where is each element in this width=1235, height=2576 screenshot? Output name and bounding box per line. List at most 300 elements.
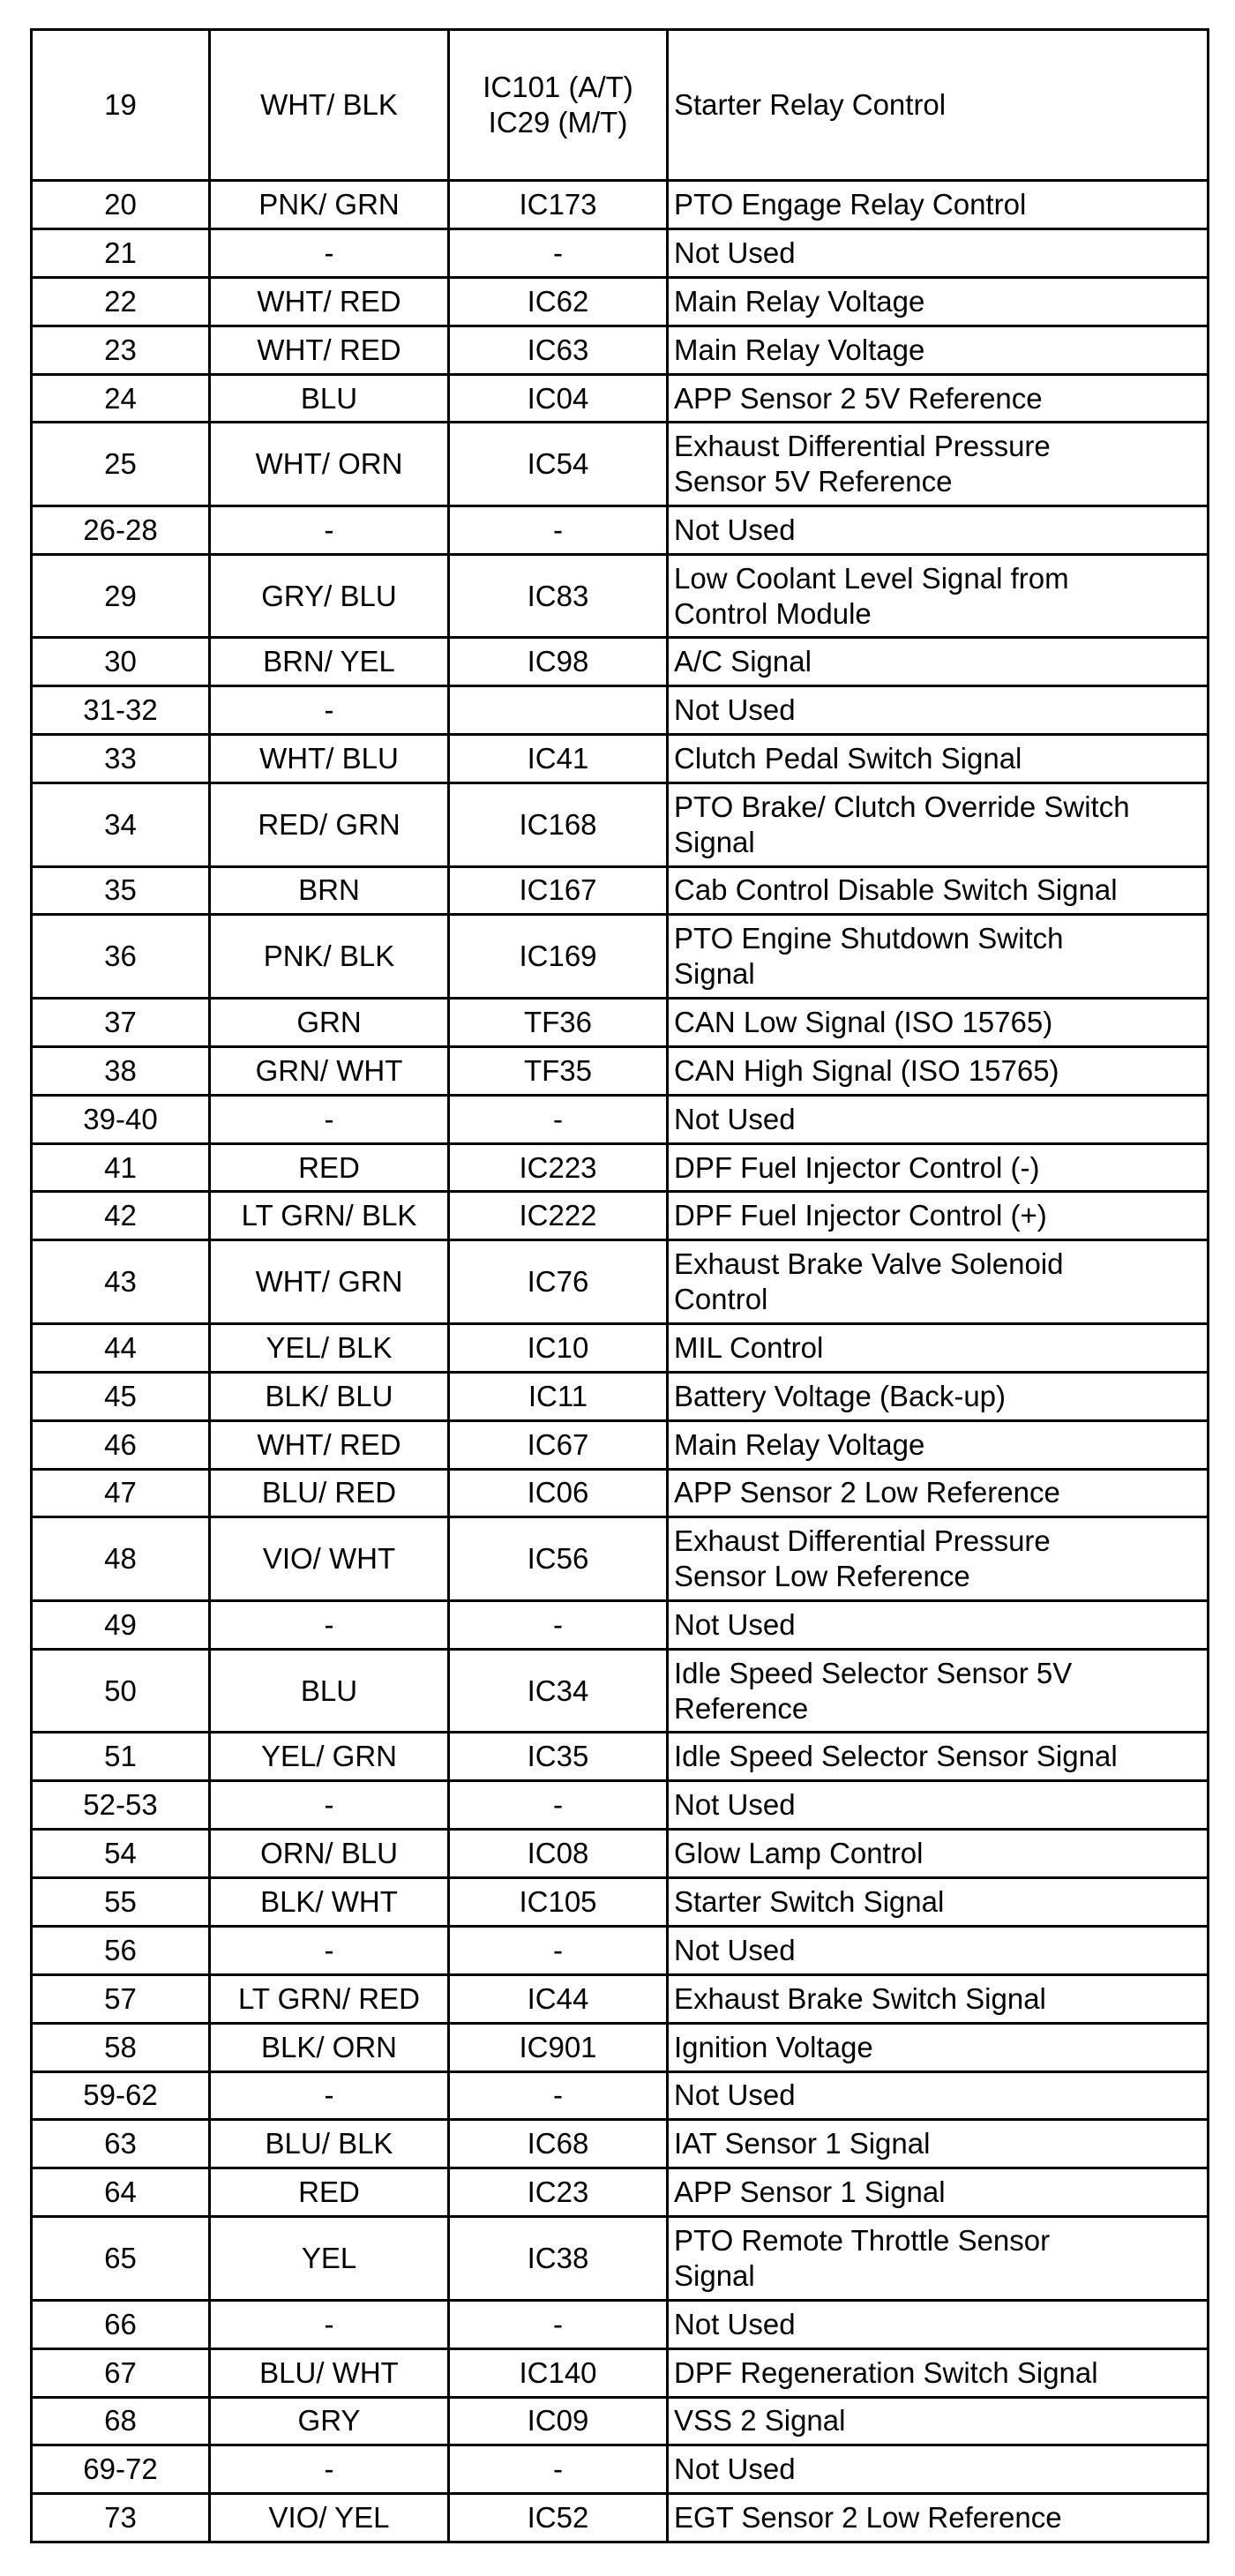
function-description-cell <box>668 1192 1209 1240</box>
table-row <box>32 1420 1209 1469</box>
wire-color-cell: WHT/ ORN <box>210 423 449 506</box>
table-row <box>32 1517 1209 1601</box>
function-description-line: Cab Control Disable Switch Signal <box>674 873 1118 907</box>
function-description-cell <box>668 1240 1209 1324</box>
wire-color-cell: PNK/ BLK <box>210 915 449 999</box>
connector-pinout-sheet <box>30 28 1207 2543</box>
wire-color-cell: VIO/ YEL <box>210 2494 449 2542</box>
table-row <box>32 1830 1209 1878</box>
circuit-number-cell <box>449 783 668 867</box>
wire-color-cell: YEL/ BLK <box>210 1323 449 1372</box>
table-row <box>32 1372 1209 1420</box>
table-row <box>32 638 1209 686</box>
table-row <box>32 1600 1209 1649</box>
wire-color-cell: - <box>210 2071 449 2120</box>
circuit-number-line: IC98 <box>527 645 589 678</box>
circuit-number-cell <box>449 2300 668 2348</box>
circuit-number-cell <box>449 423 668 506</box>
table-row <box>32 423 1209 506</box>
function-description-line: DPF Fuel Injector Control (+) <box>674 1199 1047 1232</box>
function-description-cell <box>668 326 1209 374</box>
pin-number-cell: 44 <box>32 1323 210 1372</box>
pinout-table <box>30 28 1209 2543</box>
circuit-number-line: IC167 <box>519 873 597 907</box>
function-description-cell <box>668 1600 1209 1649</box>
circuit-number-line: - <box>553 513 563 546</box>
table-row <box>32 915 1209 999</box>
circuit-number-cell <box>449 1926 668 1974</box>
pin-number-cell: 68 <box>32 2397 210 2445</box>
function-description-line: DPF Fuel Injector Control (-) <box>674 1150 1040 1184</box>
table-row <box>32 866 1209 915</box>
function-description-line: IAT Sensor 1 Signal <box>674 2127 931 2160</box>
wire-color-cell: PNK/ GRN <box>210 181 449 229</box>
wire-color-cell: LT GRN/ RED <box>210 1974 449 2023</box>
function-description-line: Not Used <box>674 2078 796 2112</box>
wire-color-cell: BRN <box>210 866 449 915</box>
circuit-number-cell <box>449 1046 668 1095</box>
function-description-line: CAN Low Signal (ISO 15765) <box>674 1005 1053 1038</box>
wire-color-cell: BLK/ ORN <box>210 2023 449 2071</box>
circuit-number-line: IC52 <box>527 2501 589 2535</box>
pin-number-cell: 47 <box>32 1469 210 1517</box>
pin-number-cell: 50 <box>32 1649 210 1733</box>
circuit-number-line: - <box>553 236 563 269</box>
wire-color-cell: BLU/ RED <box>210 1469 449 1517</box>
table-row <box>32 2023 1209 2071</box>
function-description-cell <box>668 1046 1209 1095</box>
circuit-number-line: IC67 <box>527 1427 589 1461</box>
table-row <box>32 2217 1209 2301</box>
function-description-cell <box>668 1733 1209 1781</box>
function-description-cell <box>668 181 1209 229</box>
table-row <box>32 2397 1209 2445</box>
wire-color-cell: BLU <box>210 1649 449 1733</box>
pin-number-cell: 42 <box>32 1192 210 1240</box>
circuit-number-cell <box>449 1733 668 1781</box>
function-description-cell <box>668 2348 1209 2397</box>
table-row <box>32 735 1209 783</box>
pin-number-cell: 35 <box>32 866 210 915</box>
wire-color-cell: - <box>210 1095 449 1143</box>
wire-color-cell: - <box>210 686 449 735</box>
circuit-number-line: IC35 <box>527 1740 589 1773</box>
wire-color-cell: - <box>210 2445 449 2494</box>
circuit-number-line: IC41 <box>527 742 589 775</box>
table-row <box>32 1974 1209 2023</box>
circuit-number-line: - <box>553 2452 563 2486</box>
function-description-cell <box>668 998 1209 1046</box>
wire-color-cell: BLU/ BLK <box>210 2120 449 2168</box>
pin-number-cell: 51 <box>32 1733 210 1781</box>
pin-number-cell: 38 <box>32 1046 210 1095</box>
function-description-line: Idle Speed Selector Sensor 5V <box>674 1656 1073 1689</box>
circuit-number-line: - <box>553 1933 563 1966</box>
circuit-number-cell <box>449 1323 668 1372</box>
circuit-number-cell <box>449 915 668 999</box>
circuit-number-cell <box>449 181 668 229</box>
function-description-cell <box>668 2120 1209 2168</box>
circuit-number-line: IC44 <box>527 1981 589 2015</box>
pin-number-cell: 26-28 <box>32 505 210 554</box>
table-row <box>32 2348 1209 2397</box>
function-description-line: APP Sensor 2 Low Reference <box>674 1476 1060 1509</box>
pin-number-cell: 54 <box>32 1830 210 1878</box>
circuit-number-line: IC62 <box>527 284 589 318</box>
function-description-cell <box>668 915 1209 999</box>
table-row <box>32 2300 1209 2348</box>
table-row <box>32 2494 1209 2542</box>
circuit-number-line: IC10 <box>527 1330 589 1364</box>
function-description-line: Glow Lamp Control <box>674 1837 924 1870</box>
table-row <box>32 2445 1209 2494</box>
function-description-cell <box>668 638 1209 686</box>
circuit-number-cell <box>449 1974 668 2023</box>
circuit-number-cell <box>449 638 668 686</box>
function-description-cell <box>668 2168 1209 2217</box>
circuit-number-cell <box>449 2120 668 2168</box>
pin-number-cell: 66 <box>32 2300 210 2348</box>
pin-number-cell: 58 <box>32 2023 210 2071</box>
circuit-number-cell <box>449 1830 668 1878</box>
table-row <box>32 374 1209 423</box>
circuit-number-cell <box>449 1240 668 1324</box>
function-description-line: A/C Signal <box>674 645 812 678</box>
function-description-line: Exhaust Brake Switch Signal <box>674 1981 1046 2015</box>
circuit-number-line: IC76 <box>527 1265 589 1299</box>
function-description-line: Low Coolant Level Signal from <box>674 561 1069 595</box>
circuit-number-line: IC06 <box>527 1476 589 1509</box>
function-description-cell <box>668 2445 1209 2494</box>
pin-number-cell: 69-72 <box>32 2445 210 2494</box>
circuit-number-cell <box>449 2445 668 2494</box>
circuit-number-line: - <box>553 2307 563 2340</box>
circuit-number-line: IC222 <box>519 1199 597 1232</box>
function-description-cell <box>668 686 1209 735</box>
pin-number-cell: 67 <box>32 2348 210 2397</box>
function-description-line: Not Used <box>674 1933 796 1966</box>
circuit-number-cell <box>449 2494 668 2542</box>
circuit-number-line: IC101 (A/T) <box>483 71 633 103</box>
circuit-number-line: IC173 <box>519 187 597 221</box>
function-description-line: Exhaust Brake Valve Solenoid <box>674 1247 1064 1281</box>
function-description-line: APP Sensor 2 5V Reference <box>674 381 1043 415</box>
function-description-line: MIL Control <box>674 1330 824 1364</box>
function-description-line: Signal <box>674 825 755 858</box>
function-description-line: Not Used <box>674 2307 796 2340</box>
pin-number-cell: 63 <box>32 2120 210 2168</box>
pinout-table-body <box>32 30 1209 2542</box>
pin-number-cell: 19 <box>32 30 210 181</box>
circuit-number-line: - <box>553 1788 563 1822</box>
function-description-cell <box>668 228 1209 277</box>
function-description-line: Exhaust Differential Pressure <box>674 1524 1051 1558</box>
circuit-number-cell <box>449 30 668 181</box>
circuit-number-line: IC11 <box>528 1379 588 1412</box>
wire-color-cell: YEL/ GRN <box>210 1733 449 1781</box>
circuit-number-line: IC56 <box>527 1542 589 1576</box>
table-row <box>32 326 1209 374</box>
function-description-cell <box>668 2494 1209 2542</box>
function-description-line: Not Used <box>674 1607 796 1641</box>
wire-color-cell: GRY/ BLU <box>210 554 449 638</box>
function-description-line: PTO Remote Throttle Sensor <box>674 2223 1051 2257</box>
function-description-line: Signal <box>674 957 755 991</box>
circuit-number-cell <box>449 1600 668 1649</box>
circuit-number-cell <box>449 1877 668 1926</box>
wire-color-cell: GRY <box>210 2397 449 2445</box>
pin-number-cell: 22 <box>32 277 210 326</box>
wire-color-cell: BLU/ WHT <box>210 2348 449 2397</box>
circuit-number-cell <box>449 2023 668 2071</box>
pin-number-cell: 29 <box>32 554 210 638</box>
wire-color-cell: - <box>210 228 449 277</box>
circuit-number-cell <box>449 2071 668 2120</box>
circuit-number-cell <box>449 277 668 326</box>
function-description-cell <box>668 30 1209 181</box>
wire-color-cell: VIO/ WHT <box>210 1517 449 1601</box>
function-description-cell <box>668 2300 1209 2348</box>
table-row <box>32 181 1209 229</box>
circuit-number-cell <box>449 1143 668 1192</box>
function-description-cell <box>668 2397 1209 2445</box>
pin-number-cell: 57 <box>32 1974 210 2023</box>
function-description-line: VSS 2 Signal <box>674 2404 846 2437</box>
circuit-number-cell <box>449 1781 668 1830</box>
wire-color-cell: WHT/ RED <box>210 1420 449 1469</box>
circuit-number-line: IC54 <box>527 447 589 481</box>
circuit-number-line: IC04 <box>527 381 589 415</box>
circuit-number-line: IC29 (M/T) <box>488 106 628 139</box>
circuit-number-cell <box>449 1517 668 1601</box>
circuit-number-line: IC223 <box>519 1150 597 1184</box>
function-description-line: Main Relay Voltage <box>674 333 925 366</box>
function-description-cell <box>668 1143 1209 1192</box>
wire-color-cell: - <box>210 1781 449 1830</box>
function-description-cell <box>668 1469 1209 1517</box>
function-description-line: Signal <box>674 2258 755 2292</box>
circuit-number-line: IC68 <box>527 2127 589 2160</box>
function-description-line: APP Sensor 1 Signal <box>674 2175 946 2209</box>
wire-color-cell: WHT/ RED <box>210 326 449 374</box>
function-description-cell <box>668 277 1209 326</box>
circuit-number-line: IC83 <box>527 579 589 612</box>
table-row <box>32 1143 1209 1192</box>
function-description-line: Idle Speed Selector Sensor Signal <box>674 1740 1118 1773</box>
circuit-number-line: TF35 <box>523 1053 593 1087</box>
circuit-number-cell <box>449 1095 668 1143</box>
circuit-number-cell <box>449 2397 668 2445</box>
function-description-cell <box>668 1781 1209 1830</box>
function-description-line: Clutch Pedal Switch Signal <box>674 742 1022 775</box>
wire-color-cell: - <box>210 1600 449 1649</box>
circuit-number-cell <box>449 326 668 374</box>
table-row <box>32 1240 1209 1324</box>
circuit-number-cell <box>449 2217 668 2301</box>
wire-color-cell: BRN/ YEL <box>210 638 449 686</box>
function-description-line: DPF Regeneration Switch Signal <box>674 2355 1098 2389</box>
pin-number-cell: 46 <box>32 1420 210 1469</box>
table-row <box>32 228 1209 277</box>
function-description-cell <box>668 1095 1209 1143</box>
circuit-number-line: - <box>553 1607 563 1641</box>
pin-number-cell: 36 <box>32 915 210 999</box>
wire-color-cell: GRN/ WHT <box>210 1046 449 1095</box>
function-description-cell <box>668 735 1209 783</box>
circuit-number-line: - <box>553 2078 563 2112</box>
function-description-line: Main Relay Voltage <box>674 1427 925 1461</box>
function-description-line: Reference <box>674 1691 809 1725</box>
table-row <box>32 277 1209 326</box>
function-description-cell <box>668 374 1209 423</box>
circuit-number-cell <box>449 686 668 735</box>
pin-number-cell: 43 <box>32 1240 210 1324</box>
circuit-number-line: - <box>553 1102 563 1135</box>
circuit-number-line: IC168 <box>519 807 597 841</box>
circuit-number-cell <box>449 228 668 277</box>
circuit-number-line: IC105 <box>519 1884 597 1918</box>
function-description-line: Not Used <box>674 236 796 269</box>
pin-number-cell: 65 <box>32 2217 210 2301</box>
circuit-number-cell <box>449 2168 668 2217</box>
function-description-line: Sensor Low Reference <box>674 1560 970 1593</box>
function-description-line: Main Relay Voltage <box>674 284 925 318</box>
circuit-number-cell <box>449 554 668 638</box>
pin-number-cell: 48 <box>32 1517 210 1601</box>
function-description-cell <box>668 1517 1209 1601</box>
table-row <box>32 1781 1209 1830</box>
function-description-cell <box>668 1877 1209 1926</box>
function-description-cell <box>668 554 1209 638</box>
function-description-line: EGT Sensor 2 Low Reference <box>674 2501 1062 2535</box>
table-row <box>32 686 1209 735</box>
wire-color-cell: YEL <box>210 2217 449 2301</box>
circuit-number-line: IC23 <box>527 2175 589 2209</box>
pin-number-cell: 49 <box>32 1600 210 1649</box>
circuit-number-cell <box>449 2348 668 2397</box>
table-row <box>32 1046 1209 1095</box>
table-row <box>32 2120 1209 2168</box>
function-description-cell <box>668 1974 1209 2023</box>
function-description-line: Not Used <box>674 693 796 727</box>
pin-number-cell: 64 <box>32 2168 210 2217</box>
circuit-number-cell <box>449 505 668 554</box>
wire-color-cell: RED <box>210 2168 449 2217</box>
circuit-number-cell <box>449 374 668 423</box>
wire-color-cell: - <box>210 2300 449 2348</box>
pin-number-cell: 45 <box>32 1372 210 1420</box>
pin-number-cell: 21 <box>32 228 210 277</box>
pin-number-cell: 41 <box>32 1143 210 1192</box>
wire-color-cell: - <box>210 505 449 554</box>
pin-number-cell: 24 <box>32 374 210 423</box>
pin-number-cell: 59-62 <box>32 2071 210 2120</box>
wire-color-cell: BLU <box>210 374 449 423</box>
wire-color-cell: BLK/ WHT <box>210 1877 449 1926</box>
function-description-cell <box>668 505 1209 554</box>
circuit-number-cell <box>449 866 668 915</box>
function-description-line: Sensor 5V Reference <box>674 465 953 498</box>
table-row <box>32 1192 1209 1240</box>
table-row <box>32 1323 1209 1372</box>
pin-number-cell: 25 <box>32 423 210 506</box>
pin-number-cell: 39-40 <box>32 1095 210 1143</box>
function-description-line: Starter Relay Control <box>674 88 947 121</box>
pin-number-cell: 31-32 <box>32 686 210 735</box>
table-row <box>32 1733 1209 1781</box>
wire-color-cell: WHT/ BLU <box>210 735 449 783</box>
table-row <box>32 998 1209 1046</box>
function-description-line: Exhaust Differential Pressure <box>674 430 1051 463</box>
table-row <box>32 505 1209 554</box>
table-row <box>32 1095 1209 1143</box>
function-description-cell <box>668 1926 1209 1974</box>
table-row <box>32 30 1209 181</box>
table-row <box>32 1926 1209 1974</box>
pin-number-cell: 33 <box>32 735 210 783</box>
function-description-line: PTO Engine Shutdown Switch <box>674 922 1064 955</box>
wire-color-cell: RED/ GRN <box>210 783 449 867</box>
function-description-line: Not Used <box>674 1102 796 1135</box>
function-description-line: PTO Brake/ Clutch Override Switch <box>674 790 1130 823</box>
pin-number-cell: 37 <box>32 998 210 1046</box>
table-row <box>32 1877 1209 1926</box>
pin-number-cell: 52-53 <box>32 1781 210 1830</box>
circuit-number-cell <box>449 1420 668 1469</box>
wire-color-cell: ORN/ BLU <box>210 1830 449 1878</box>
wire-color-cell: LT GRN/ BLK <box>210 1192 449 1240</box>
function-description-line: Ignition Voltage <box>674 2030 873 2063</box>
circuit-number-cell <box>449 1649 668 1733</box>
pin-number-cell: 30 <box>32 638 210 686</box>
function-description-line: Not Used <box>674 1788 796 1822</box>
pin-number-cell: 73 <box>32 2494 210 2542</box>
function-description-cell <box>668 2071 1209 2120</box>
function-description-cell <box>668 2217 1209 2301</box>
wire-color-cell: BLK/ BLU <box>210 1372 449 1420</box>
function-description-line: CAN High Signal (ISO 15765) <box>674 1053 1059 1087</box>
pin-number-cell: 55 <box>32 1877 210 1926</box>
circuit-number-cell <box>449 1192 668 1240</box>
pin-number-cell: 23 <box>32 326 210 374</box>
circuit-number-line: IC38 <box>527 2241 589 2274</box>
circuit-number-line: IC08 <box>527 1837 589 1870</box>
function-description-line: Starter Switch Signal <box>674 1884 945 1918</box>
function-description-cell <box>668 1372 1209 1420</box>
function-description-line: Battery Voltage (Back-up) <box>674 1379 1007 1412</box>
table-row <box>32 2071 1209 2120</box>
circuit-number-line: IC34 <box>527 1674 589 1707</box>
function-description-cell <box>668 866 1209 915</box>
pin-number-cell: 20 <box>32 181 210 229</box>
circuit-number-line: IC09 <box>527 2404 589 2437</box>
wire-color-cell: GRN <box>210 998 449 1046</box>
function-description-line: Control Module <box>674 596 872 630</box>
circuit-number-cell <box>449 735 668 783</box>
function-description-cell <box>668 423 1209 506</box>
function-description-cell <box>668 1649 1209 1733</box>
circuit-number-line: IC140 <box>519 2355 597 2389</box>
function-description-line: Not Used <box>674 513 796 546</box>
wire-color-cell: WHT/ BLK <box>210 30 449 181</box>
function-description-cell <box>668 2023 1209 2071</box>
circuit-number-cell <box>449 1469 668 1517</box>
table-row <box>32 783 1209 867</box>
table-row <box>32 554 1209 638</box>
circuit-number-cell <box>449 998 668 1046</box>
wire-color-cell: WHT/ GRN <box>210 1240 449 1324</box>
function-description-line: Not Used <box>674 2452 796 2486</box>
